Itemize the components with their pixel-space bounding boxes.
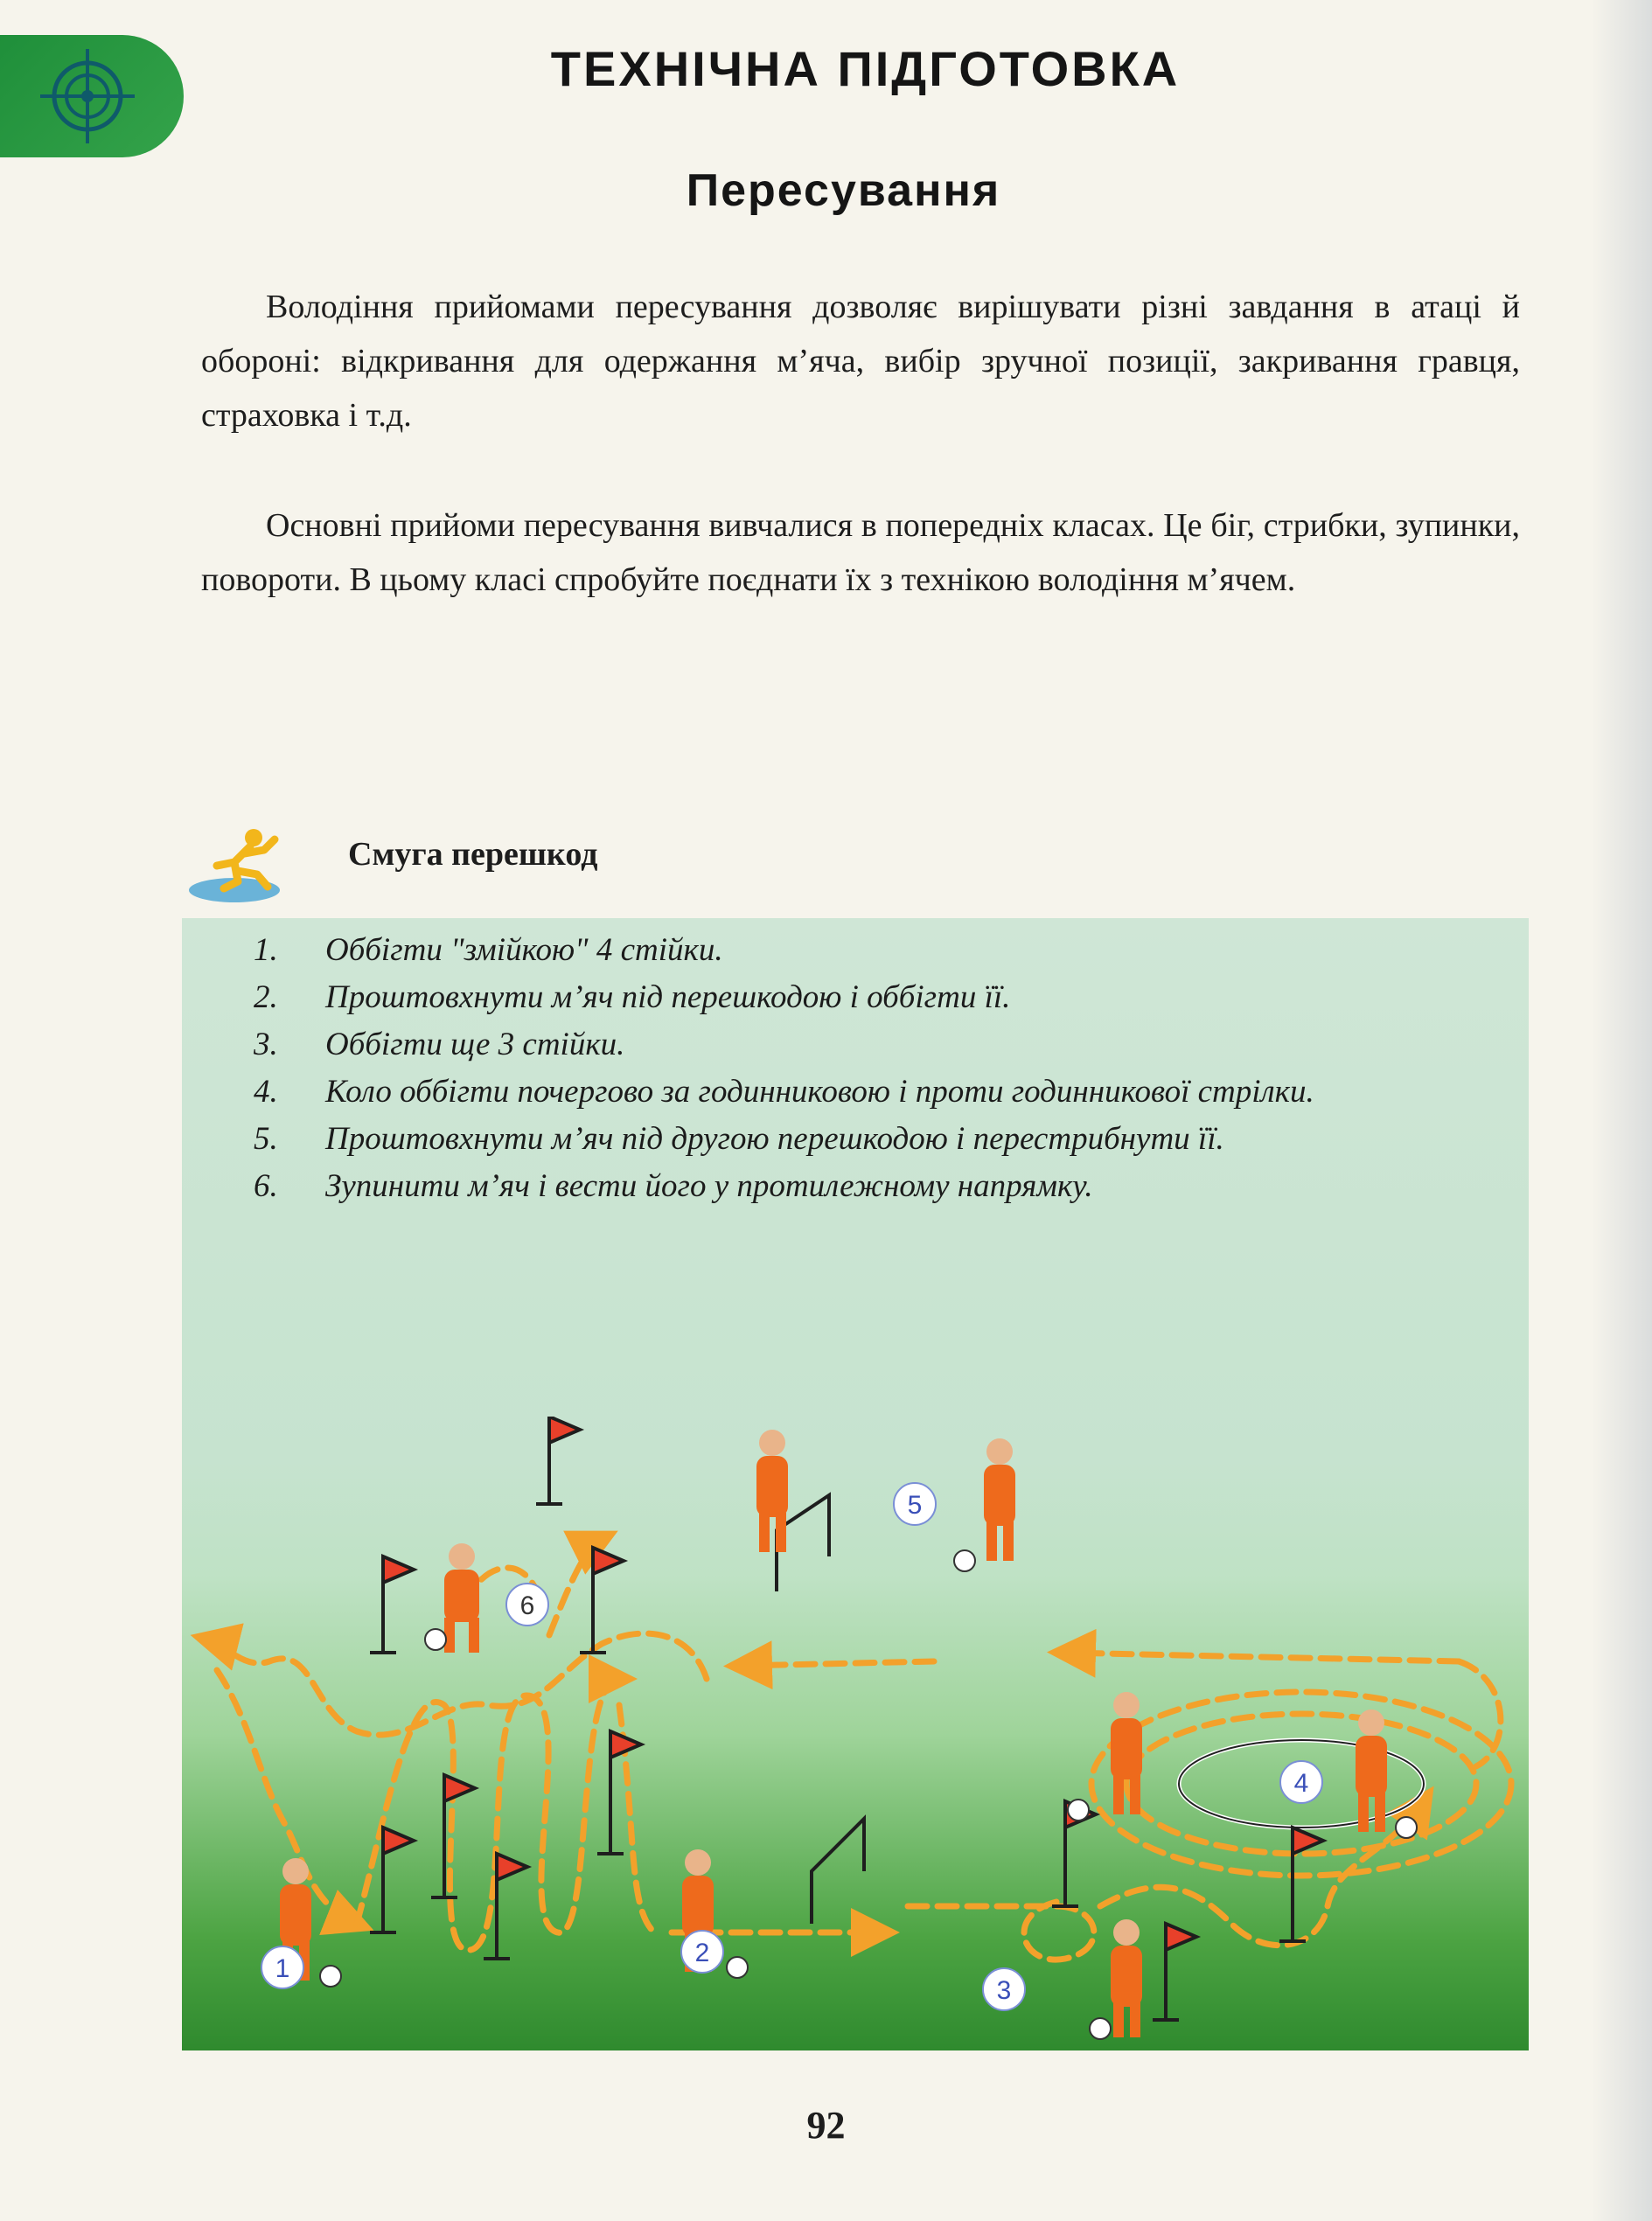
list-item: 2. Проштовхнути м’яч під перешкодою і оббігти її. [254,979,1011,1015]
obstacle-course-illustration [182,1417,1529,2050]
step-list [254,927,1495,1210]
station-marker [506,1584,548,1626]
page-subtitle: Пересування [686,165,1001,216]
station-marker [983,1968,1025,2010]
svg-text:1: 1 [275,1954,290,1983]
sprinter-icon [184,820,289,908]
page-number: 92 [806,2104,846,2147]
list-item: 3. Оббігти ще 3 стійки. [254,1027,625,1062]
route-paths [208,1539,1511,1960]
svg-text:4: 4 [1293,1769,1309,1798]
player-figure [425,1543,479,1653]
svg-text:5: 5 [907,1491,923,1520]
station-marker [681,1931,723,1973]
station-marker [1280,1761,1322,1803]
list-item: 4. Коло оббігти почергово за годинниковою і проти годинникової стрілки. [254,1074,1314,1110]
player-figure [954,1438,1015,1571]
player-figure [1090,1919,1142,2039]
list-item: 1. Оббігти "змійкою" 4 стійки. [254,932,723,968]
svg-text:6: 6 [519,1591,535,1620]
station-marker [261,1946,303,1988]
section-title: ТЕХНІЧНА ПІДГОТОВКА [550,41,1181,96]
svg-text:3: 3 [996,1976,1012,2005]
list-item: 5. Проштовхнути м’яч під другою перешкодою і перестрибнути її. [254,1121,1224,1157]
flag-poles [370,1417,1323,2020]
player-figure [756,1430,788,1552]
station-marker [894,1483,936,1525]
svg-text:2: 2 [694,1939,710,1967]
intro-paragraph: Володіння прийомами пересування дозволяє вирішувати різні завдання в атаці й обороні: відкривання для одержання м’яча, вибір зручної позиції, закривання гравця, страховка і т.д. [201,289,1520,434]
obstacle-course-title: Смуга перешкод [348,836,598,873]
player-figure [1068,1692,1142,1821]
basics-paragraph: Основні прийоми пересування вивчалися в попередніх класах. Це біг, стрибки, зупинки, повороти. В цьому класі спробуйте поєднати їх з технікою володіння м’ячем. [201,507,1520,598]
list-item: 6. Зупинити м’яч і вести його у протилежному напрямку. [254,1168,1093,1204]
obstacle-hurdles [777,1495,864,1924]
page-edge-shadow [1591,0,1652,2221]
